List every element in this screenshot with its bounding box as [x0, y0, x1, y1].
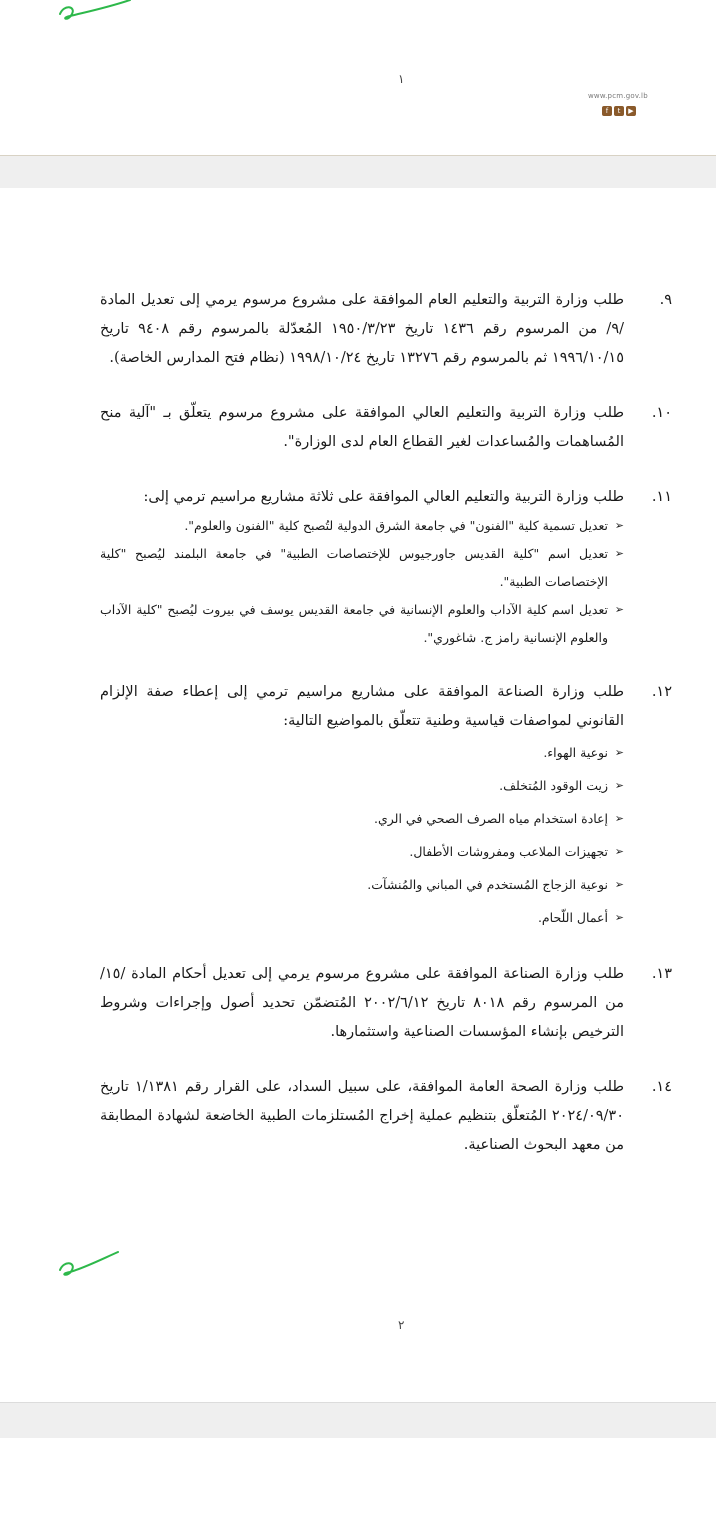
- previous-page-bottom: [0, 0, 716, 156]
- item-text: طلب وزارة التربية والتعليم العالي الموافقة على ثلاثة مشاريع مراسيم ترمي إلى:: [143, 489, 624, 505]
- sub-item: ➢ تعديل اسم "كلية القديس جاورجيوس للإختصاصات الطبية" في جامعة البلمند ليُصبح "كلية الإختصاصات الطبية".: [100, 540, 624, 596]
- sub-items: [100, 512, 624, 652]
- item-text: طلب وزارة الصناعة الموافقة على مشاريع مراسيم ترمي إلى إعطاء صفة الإلزام القانوني لمواصفات قياسية وطنية تتعلّق بالمواضيع التالية:: [100, 684, 624, 729]
- handwritten-check-mark: [56, 0, 136, 40]
- agenda-item-10: [100, 399, 672, 457]
- next-page-top: [0, 1438, 716, 1536]
- page-number-bottom: ٢: [398, 1318, 405, 1332]
- twitter-icon: t: [614, 106, 624, 116]
- sub-item: ➢ زيت الوقود المُتخلف.: [100, 769, 624, 802]
- agenda-item-13: [100, 960, 672, 1047]
- item-number: ١١.: [651, 489, 672, 505]
- sub-item: ➢ أعمال اللّحام.: [100, 901, 624, 934]
- youtube-icon: ▶: [626, 106, 636, 116]
- item-text: طلب وزارة التربية والتعليم العالي الموافقة على مشروع مرسوم يتعلّق بـ "آلية منح المُساهمات والمُساعدات لغير القطاع العام لدى الوزارة".: [100, 405, 624, 450]
- facebook-icon: f: [602, 106, 612, 116]
- sub-items: [100, 736, 624, 934]
- sub-item: ➢ تجهيزات الملاعب ومفروشات الأطفال.: [100, 835, 624, 868]
- item-number: ١٠.: [651, 405, 672, 421]
- item-text: طلب وزارة الصناعة الموافقة على مشروع مرسوم يرمي إلى تعديل أحكام المادة /١٥/ من المرسوم رقم ٨٠١٨ تاريخ ٢٠٠٢/٦/١٢ المُتضمّن تحديد أصول وإجراءات وشروط الترخيص بإنشاء المؤسسات الصناعية واستثمارها.: [100, 966, 624, 1040]
- item-text: طلب وزارة التربية والتعليم العام الموافقة على مشروع مرسوم يرمي إلى تعديل المادة /٩/ من المرسوم رقم ١٤٣٦ تاريخ ١٩٥٠/٣/٢٣ المُعدّلة بالمرسوم رقم ٩٤٠٨ تاريخ ١٩٩٦/١٠/١٥ ثم بالمرسوم رقم ١٣٢٧٦ تاريخ ١٩٩٨/١٠/٢٤ (نظام فتح المدارس الخاصة).: [100, 292, 624, 366]
- agenda-item-12: [100, 678, 672, 934]
- agenda-item-11: [100, 483, 672, 652]
- item-text: طلب وزارة الصحة العامة الموافقة، على سبيل السداد، على القرار رقم ١/١٣٨١ تاريخ ٢٠٢٤/٠٩/٣٠ المُتعلّق بتنظيم عملية إخراج المُستلزمات الطبية الخاضعة لشهادة المطابقة من معهد البحوث الصناعية.: [100, 1079, 624, 1153]
- site-url: www.pcm.gov.lb: [588, 92, 648, 100]
- sub-item: ➢ تعديل اسم كلية الآداب والعلوم الإنسانية في جامعة القديس يوسف في بيروت ليُصبح "كلية الآداب والعلوم الإنسانية رامز ج. شاغوري".: [100, 596, 624, 652]
- sub-item: ➢ نوعية الزجاج المُستخدم في المباني والمُنشآت.: [100, 868, 624, 901]
- item-number: ١٤.: [651, 1079, 672, 1095]
- page-separator: [0, 1402, 716, 1439]
- agenda-item-9: [100, 286, 672, 373]
- agenda-list: [100, 286, 672, 1186]
- item-number: ١٢.: [651, 684, 672, 700]
- handwritten-check-mark: [56, 1248, 126, 1288]
- sub-item: ➢ نوعية الهواء.: [100, 736, 624, 769]
- sub-item: ➢ تعديل تسمية كلية "الفنون" في جامعة الشرق الدولية لتُصبح كلية "الفنون والعلوم".: [100, 512, 624, 540]
- agenda-item-14: [100, 1073, 672, 1160]
- page-separator: [0, 156, 716, 188]
- page-number-top: ١: [398, 72, 405, 86]
- sub-item: ➢ إعادة استخدام مياه الصرف الصحي في الري.: [100, 802, 624, 835]
- item-number: ٩.: [659, 292, 672, 308]
- item-number: ١٣.: [651, 966, 672, 982]
- social-icons: [602, 106, 636, 116]
